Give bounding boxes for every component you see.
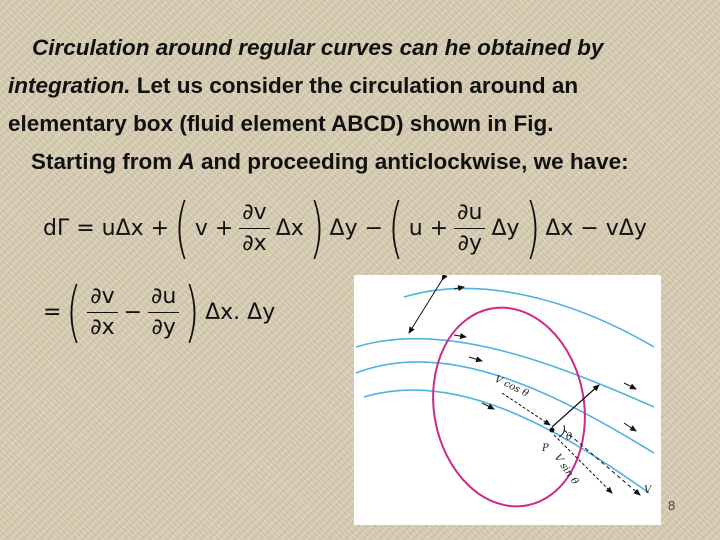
flow-arrow-5 bbox=[624, 383, 636, 389]
eq2-paren-open: ( bbox=[66, 273, 83, 350]
eq1-u: u + bbox=[408, 215, 449, 241]
intro-paragraph bbox=[8, 29, 708, 143]
label-vsin: V sin θ bbox=[551, 452, 581, 487]
eq1-v: v + bbox=[194, 215, 234, 241]
streamline-diagram bbox=[354, 275, 661, 525]
velocity-vector bbox=[552, 385, 599, 427]
eq1-frac2-num: ∂u bbox=[454, 200, 485, 229]
method-paragraph bbox=[31, 143, 629, 181]
eq1-dy: Δy − bbox=[329, 215, 384, 241]
intro-line3: elementary box (fluid element ABCD) shown in Fig. bbox=[8, 111, 554, 136]
page-number: 8 bbox=[668, 498, 676, 513]
streamline-1 bbox=[404, 288, 654, 347]
point-p bbox=[550, 428, 555, 433]
eq1-frac1-den: ∂x bbox=[242, 230, 267, 256]
eq1-paren-close-2: ) bbox=[524, 189, 541, 266]
streamline-3 bbox=[356, 362, 654, 453]
eq1-paren-close-1: ) bbox=[308, 189, 325, 266]
eq1-lhs: dΓ = uΔx + bbox=[43, 215, 170, 241]
eq1-frac2-den: ∂y bbox=[457, 230, 483, 256]
spacing-arrow bbox=[409, 280, 442, 333]
result-equation bbox=[40, 272, 278, 352]
eq1-frac1-num: ∂v bbox=[239, 200, 269, 229]
eq1-fraction-du-dy bbox=[454, 200, 485, 257]
label-p: P bbox=[542, 443, 549, 454]
method-point-a: A bbox=[178, 149, 195, 174]
eq1-paren-open-2: ( bbox=[388, 189, 404, 266]
eq2-fraction-dv-dx bbox=[87, 284, 117, 341]
eq2-frac1-den: ∂x bbox=[90, 314, 115, 340]
intro-line2-rest: Let us consider the circulation around an bbox=[130, 73, 579, 98]
eq2-equals: = bbox=[43, 299, 62, 325]
flow-arrow-3 bbox=[469, 357, 482, 361]
eq1-tail: Δx − vΔy bbox=[545, 215, 647, 241]
eq1-paren-open-1: ( bbox=[174, 189, 190, 266]
eq2-frac2-num: ∂u bbox=[148, 284, 179, 313]
method-start: Starting from bbox=[31, 149, 179, 174]
label-vcos: V cos θ bbox=[492, 373, 531, 400]
label-theta: θ bbox=[566, 432, 573, 443]
eq2-frac2-den: ∂y bbox=[151, 314, 176, 340]
eq2-frac1-num: ∂v bbox=[87, 284, 117, 313]
eq1-dx: Δx bbox=[275, 215, 304, 241]
intro-line1: Circulation around regular curves can he obtained by bbox=[32, 35, 604, 60]
eq2-paren-close: ) bbox=[184, 273, 200, 350]
eq1-dy2: Δy bbox=[491, 215, 520, 241]
streamline-figure bbox=[354, 275, 661, 525]
eq1-fraction-dv-dx bbox=[239, 200, 269, 257]
flow-arrow-2 bbox=[454, 335, 466, 337]
streamline-2 bbox=[356, 339, 654, 407]
eq2-tail: Δx. Δy bbox=[205, 299, 276, 325]
circulation-equation bbox=[40, 188, 650, 268]
intro-line2-italic: integration. bbox=[8, 73, 131, 98]
streamline-4 bbox=[364, 390, 649, 493]
eq2-fraction-du-dy bbox=[148, 284, 179, 341]
label-v: V bbox=[644, 485, 652, 496]
method-end: and proceeding anticlockwise, we have: bbox=[194, 149, 629, 174]
eq2-minus: − bbox=[123, 299, 143, 325]
flow-arrow-6 bbox=[624, 423, 636, 431]
